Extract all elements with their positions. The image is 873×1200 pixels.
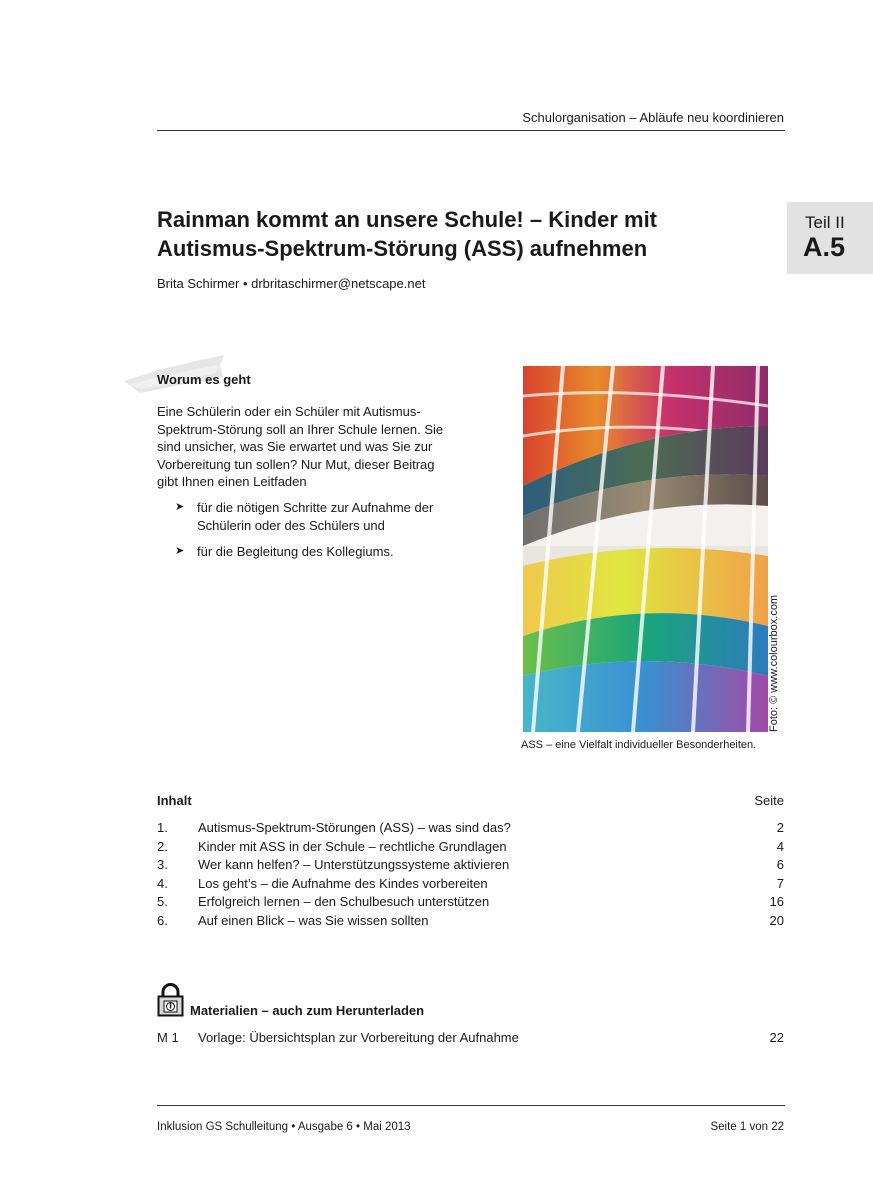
photo-caption: ASS – eine Vielfalt individueller Besonderheiten. <box>521 739 757 751</box>
footer-page-number: Seite 1 von 22 <box>710 1121 784 1133</box>
toc-row: 1. Autismus-Spektrum-Störungen (ASS) – was sind das? 2 <box>157 820 784 835</box>
list-item: ➤ für die Begleitung des Kollegiums. <box>175 544 394 559</box>
materials-row: M 1 Vorlage: Übersichtsplan zur Vorbereitung der Aufnahme 22 <box>157 1030 784 1045</box>
toc-row: 6. Auf einen Blick – was Sie wissen sollten 20 <box>157 912 784 928</box>
intro-text: Eine Schülerin oder ein Schüler mit Autismus-Spektrum-Störung soll an Ihrer Schule lernen. Sie sind unsicher, was Sie erwartet und was Sie zur Vorbereitung tun sollen? Nur Mut, dieser Beitrag gibt Ihnen einen Leitfaden <box>157 404 444 489</box>
footer-divider <box>157 1105 785 1106</box>
arrow-bullet-icon: ➤ <box>175 545 185 557</box>
materials-heading: Materialien – auch zum Herunterladen <box>190 1003 425 1018</box>
section-code: A.5 <box>803 232 846 262</box>
running-head: Schulorganisation – Abläufe neu koordinieren <box>522 110 784 125</box>
toc-row: 3. Wer kann helfen? – Unterstützungssysteme aktivieren 6 <box>157 857 784 872</box>
bullet-list <box>175 499 455 570</box>
toc-row: 5. Erfolgreich lernen – den Schulbesuch unterstützen 16 <box>157 894 784 909</box>
section-tab <box>787 202 873 274</box>
toc-row: 2. Kinder mit ASS in der Schule – rechtliche Grundlagen 4 <box>157 838 784 854</box>
toc-row: 4. Los geht’s – die Aufnahme des Kindes vorbereiten 7 <box>157 875 784 891</box>
color-swatch-photo <box>523 366 768 732</box>
author-line: Brita Schirmer • drbritaschirmer@netscape.net <box>157 276 426 291</box>
toc-page-label: Seite <box>754 793 784 808</box>
article-title: Rainman kommt an unsere Schule! – Kinder mit Autismus-Spektrum-Störung (ASS) aufnehmen <box>157 207 658 261</box>
footer-publication: Inklusion GS Schulleitung • Ausgabe 6 • Mai 2013 <box>157 1121 411 1133</box>
header-divider <box>157 130 785 131</box>
arrow-bullet-icon: ➤ <box>175 501 185 513</box>
photo-credit: Foto: © www.colourbox.com <box>768 594 780 732</box>
lock-icon <box>157 983 184 1017</box>
section-part: Teil II <box>805 213 845 232</box>
toc-heading: Inhalt <box>157 793 192 808</box>
list-item: ➤ für die nötigen Schritte zur Aufnahme der Schülerin oder des Schülers und <box>175 500 434 533</box>
section-heading: Worum es geht <box>157 372 251 387</box>
